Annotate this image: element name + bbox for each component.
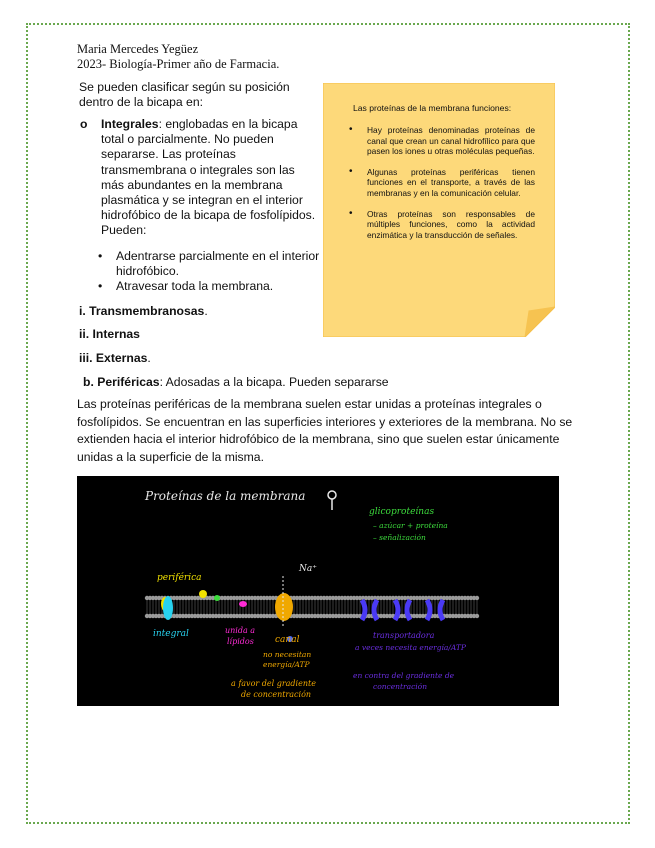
lipid-anchored-protein [239, 601, 247, 607]
label-canal: canal [275, 635, 300, 645]
glycoprotein-symbol-icon [328, 491, 336, 510]
author-name: Maria Mercedes Yegüez [77, 42, 199, 56]
lipid-head [475, 614, 479, 618]
perifericas-term: b. Periféricas [83, 375, 160, 389]
diagram-title: Proteínas de la membrana [145, 489, 306, 503]
callout-list [367, 125, 535, 250]
type-label: i. Transmembranosas [79, 304, 205, 318]
label-periferica: periférica [157, 573, 202, 583]
label-no-necesitan: no necesitan [263, 650, 312, 659]
integrales-term: Integrales [101, 117, 159, 131]
peripheral-protein-2 [199, 590, 207, 598]
course-line: 2023- Biología-Primer año de Farmacia. [77, 57, 280, 71]
list-item: • Algunas proteínas periféricas tienen funciones en el transporte, a través de las membranas y en la comunicación celular. [367, 167, 535, 199]
type-label: iii. Externas [79, 351, 148, 365]
label-integral: integral [153, 629, 189, 639]
intro-text: Se pueden clasificar según su posición dentro de la bicapa en: [79, 80, 290, 109]
list-item: • Otras proteínas son responsables de múltiples funciones, como la actividad enzimática y la transducción de señales. [367, 209, 535, 241]
type-externas [79, 351, 151, 365]
label-energia: energía/ATP [263, 660, 310, 669]
functions-callout [323, 83, 555, 337]
integrales-text: : englobadas en la bicapa total o parcialmente. No pueden separarse. Las proteínas transmembrana o integrales son las más abundantes en la membrana plasmática y se integran en el interior hidrofóbico de la bicapa de fosfolípidos. Pueden: [101, 117, 316, 238]
label-concentracion: de concentración [241, 690, 312, 699]
perifericas-heading [83, 375, 389, 389]
lipid-head [475, 596, 479, 600]
label-unida-a: unida a [225, 626, 256, 635]
membrane-proteins-diagram [77, 476, 559, 706]
integrales-section [80, 117, 320, 239]
label-azucar: – azúcar + proteína [373, 521, 448, 530]
list-item: • Hay proteínas denominadas proteínas de canal que crean un canal hidrofílico para que pasen los iones u otras moléculas pequeñas. [367, 125, 535, 157]
integrales-list [94, 249, 324, 295]
channel-protein [275, 593, 293, 621]
list-item: • Adentrarse parcialmente en el interior hidrofóbico. [94, 249, 324, 279]
list-bullet: o [80, 117, 88, 131]
perifericas-paragraph: Las proteínas periféricas de la membrana suelen estar unidas a proteínas integrales o fosfolípidos. Se encuentran en las superficies interiores y exteriores de la membrana. No se extienden hacia el interior hidrofóbico de la membrana, sino que suelen estar únicamente unidas a la superficie de la misma. [77, 397, 573, 464]
label-a-veces: a veces necesita energía/ATP [355, 643, 466, 652]
type-internas [79, 327, 140, 341]
document-header [77, 42, 279, 72]
label-glicoproteinas: glicoproteínas [369, 507, 435, 517]
label-transportadora: transportadora [373, 631, 435, 640]
type-suffix: . [147, 351, 151, 365]
label-lipidos: lípidos [227, 637, 254, 646]
diagram-svg [77, 476, 559, 706]
peripheral-protein-3 [214, 595, 220, 601]
label-contra-concentracion: concentración [373, 682, 428, 691]
label-senalizacion: – señalización [373, 533, 426, 542]
callout-title: Las proteínas de la membrana funciones: [353, 103, 512, 113]
integral-protein [163, 596, 173, 620]
list-item: • Atravesar toda la membrana. [94, 279, 324, 294]
type-label: ii. Internas [79, 327, 140, 341]
perifericas-text: : Adosadas a la bicapa. Pueden separarse [159, 375, 389, 389]
type-transmembranosas [79, 304, 208, 318]
label-a-favor: a favor del gradiente [231, 679, 316, 688]
type-suffix: . [204, 304, 208, 318]
label-en-contra: en contra del gradiente de [353, 671, 455, 680]
label-na: Na⁺ [299, 564, 317, 574]
integrales-description [101, 117, 320, 239]
